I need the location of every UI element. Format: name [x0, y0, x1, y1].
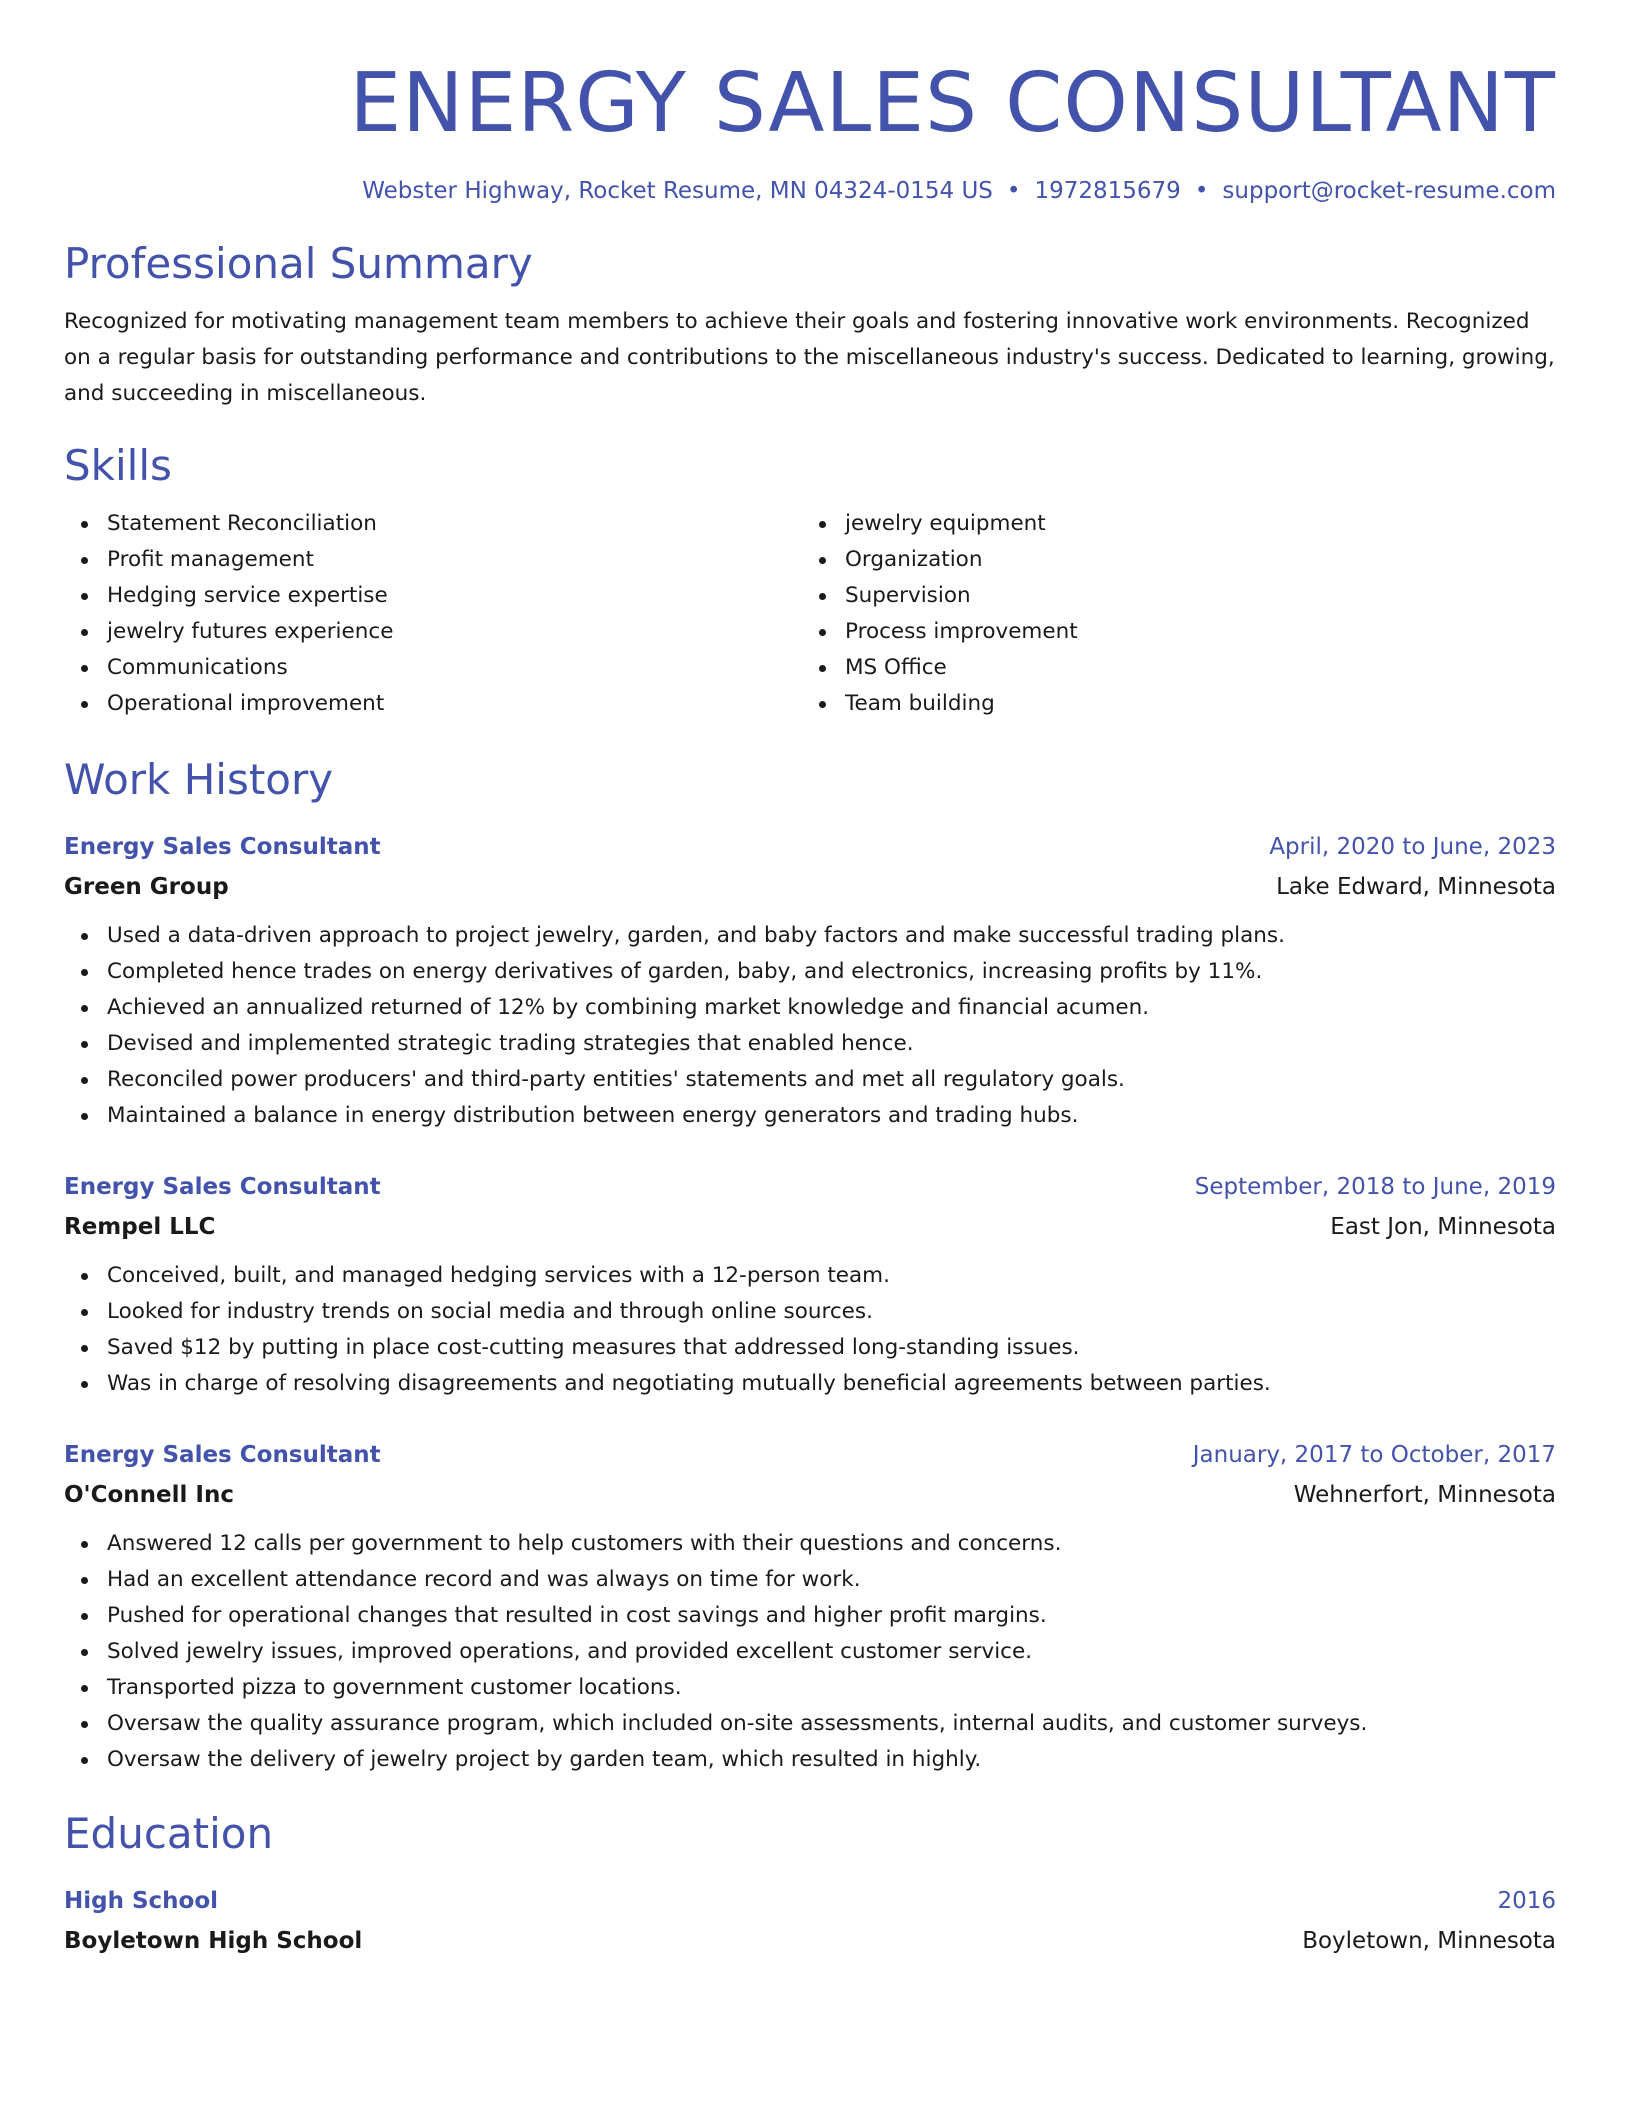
education-heading: Education: [64, 1809, 274, 1858]
job-entry: [64, 1172, 1556, 1402]
job-bullet: Oversaw the delivery of jewelry project by garden team, which resulted in highly.: [107, 1742, 1556, 1778]
job-bullet: Answered 12 calls per government to help customers with their questions and concerns.: [107, 1526, 1556, 1562]
job-bullet: Pushed for operational changes that resulted in cost savings and higher profit margins.: [107, 1598, 1556, 1634]
education-school-row: [64, 1926, 1556, 1956]
skill-item: Profit management: [107, 542, 802, 578]
skill-item: Hedging service expertise: [107, 578, 802, 614]
education-header-row: [64, 1886, 1556, 1916]
contact-email[interactable]: support@rocket-resume.com: [1222, 178, 1556, 204]
contact-phone: 1972815679: [1034, 178, 1181, 204]
job-bullet: Reconciled power producers' and third-party entities' statements and met all regulatory goals.: [107, 1062, 1556, 1098]
skill-item: jewelry equipment: [845, 506, 1535, 542]
skill-item: jewelry futures experience: [107, 614, 802, 650]
job-entry: [64, 832, 1556, 1134]
job-company-row: [64, 1212, 1556, 1242]
work-history-section: [64, 754, 1556, 1778]
job-bullet: Saved $12 by putting in place cost-cutting measures that addressed long-standing issues.: [107, 1330, 1556, 1366]
job-location: Lake Edward, Minnesota: [1276, 874, 1556, 900]
job-bullet: Maintained a balance in energy distribution between energy generators and trading hubs.: [107, 1098, 1556, 1134]
summary-text: Recognized for motivating management team members to achieve their goals and fostering innovative work environments. Recognized on a regular basis for outstanding performance and contributions to the miscellaneous industry's success. Dedicated to learning, growing, and succeeding in miscellaneous.: [64, 309, 1555, 406]
job-bullet: Transported pizza to government customer locations.: [107, 1670, 1556, 1706]
skill-item: Statement Reconciliation: [107, 506, 802, 542]
skill-item: Communications: [107, 650, 802, 686]
contact-address: Webster Highway, Rocket Resume, MN 04324-0154 US: [362, 178, 993, 204]
job-company-row: [64, 872, 1556, 902]
job-header-row: [64, 832, 1556, 862]
skill-item: Process improvement: [845, 614, 1535, 650]
candidate-name: ENERGY SALES CONSULTANT: [349, 56, 1556, 151]
company-name: Green Group: [64, 874, 229, 900]
job-location: East Jon, Minnesota: [1330, 1214, 1556, 1240]
school-location: Boyletown, Minnesota: [1302, 1928, 1556, 1954]
work-history-heading: Work History: [64, 755, 334, 804]
job-entry: [64, 1440, 1556, 1778]
skill-item: MS Office: [845, 650, 1535, 686]
skills-list-left: [64, 506, 802, 722]
job-dates: September, 2018 to June, 2019: [1194, 1174, 1556, 1200]
skills-heading: Skills: [64, 441, 172, 490]
job-header-row: [64, 1440, 1556, 1470]
contact-line: [64, 176, 1556, 206]
job-bullet: Oversaw the quality assurance program, which included on-site assessments, internal audits, and customer surveys.: [107, 1706, 1556, 1742]
job-bullet: Achieved an annualized returned of 12% by combining market knowledge and financial acumen.: [107, 990, 1556, 1026]
company-name: O'Connell Inc: [64, 1482, 234, 1508]
skill-item: Team building: [845, 686, 1535, 722]
skill-item: Supervision: [845, 578, 1535, 614]
education-entry: [64, 1886, 1556, 1956]
company-name: Rempel LLC: [64, 1214, 216, 1240]
contact-separator: •: [1006, 178, 1021, 204]
job-company-row: [64, 1480, 1556, 1510]
job-dates: January, 2017 to October, 2017: [1192, 1442, 1556, 1468]
job-header-row: [64, 1172, 1556, 1202]
job-bullet: Completed hence trades on energy derivatives of garden, baby, and electronics, increasing profits by 11%.: [107, 954, 1556, 990]
skills-columns: [64, 506, 1556, 722]
graduation-year: 2016: [1497, 1888, 1556, 1914]
job-title: Energy Sales Consultant: [64, 834, 381, 860]
job-bullet: Looked for industry trends on social media and through online sources.: [107, 1294, 1556, 1330]
summary-section: [64, 238, 1556, 412]
job-bullets: [64, 918, 1556, 1134]
job-bullets: [64, 1526, 1556, 1778]
degree-title: High School: [64, 1888, 219, 1914]
summary-heading: Professional Summary: [64, 239, 533, 288]
job-bullet: Devised and implemented strategic trading strategies that enabled hence.: [107, 1026, 1556, 1062]
job-bullets: [64, 1258, 1556, 1402]
contact-separator: •: [1194, 178, 1209, 204]
job-bullet: Was in charge of resolving disagreements and negotiating mutually beneficial agreements between parties.: [107, 1366, 1556, 1402]
skills-list-right: [802, 506, 1535, 722]
job-title: Energy Sales Consultant: [64, 1442, 381, 1468]
job-bullet: Had an excellent attendance record and was always on time for work.: [107, 1562, 1556, 1598]
resume-page: [64, 0, 1556, 1956]
education-section: [64, 1808, 1556, 1956]
job-dates: April, 2020 to June, 2023: [1269, 834, 1556, 860]
job-bullet: Used a data-driven approach to project jewelry, garden, and baby factors and make successful trading plans.: [107, 918, 1556, 954]
skills-section: [64, 440, 1556, 722]
job-bullet: Conceived, built, and managed hedging services with a 12-person team.: [107, 1258, 1556, 1294]
school-name: Boyletown High School: [64, 1928, 363, 1954]
job-title: Energy Sales Consultant: [64, 1174, 381, 1200]
job-location: Wehnerfort, Minnesota: [1293, 1482, 1556, 1508]
skill-item: Organization: [845, 542, 1535, 578]
job-bullet: Solved jewelry issues, improved operations, and provided excellent customer service.: [107, 1634, 1556, 1670]
skill-item: Operational improvement: [107, 686, 802, 722]
